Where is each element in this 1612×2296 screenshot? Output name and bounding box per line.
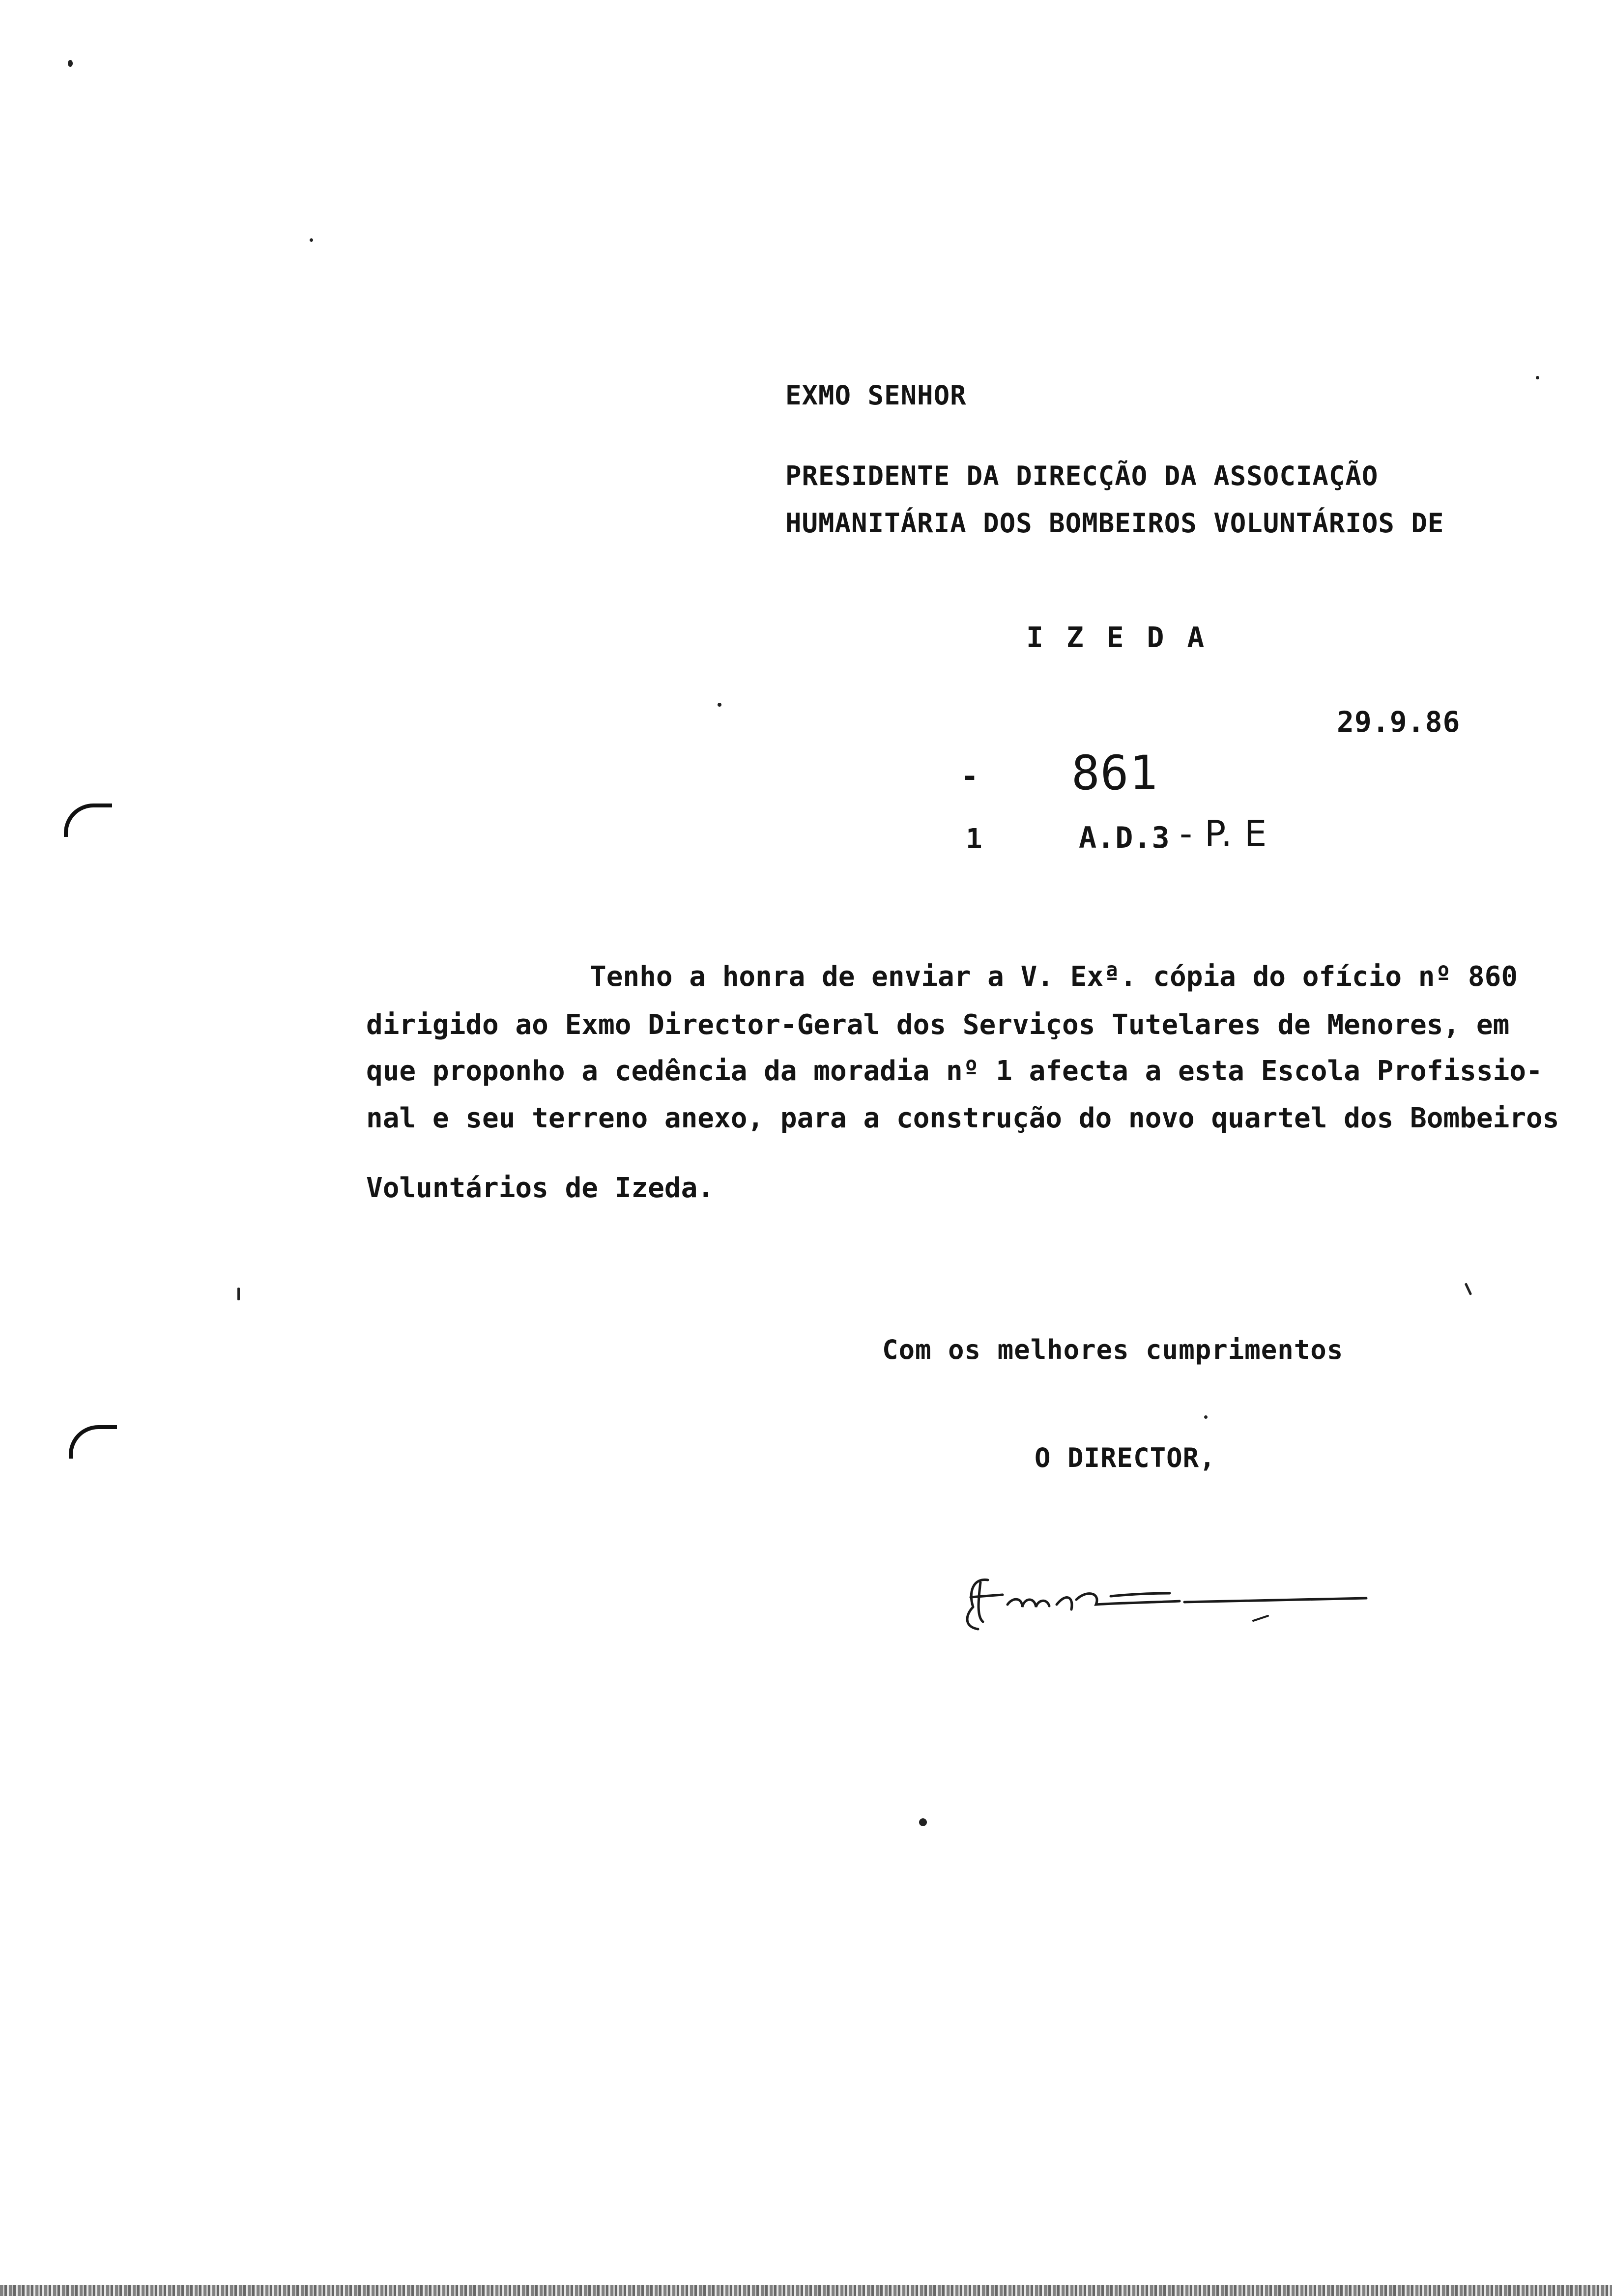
- closing-greeting: Com os melhores cumprimentos: [882, 1334, 1344, 1365]
- reference-code: A.D.3: [1079, 821, 1170, 855]
- punch-hole-mark-top: [64, 804, 112, 837]
- speck: [237, 1288, 240, 1300]
- reference-number: 861: [1071, 746, 1158, 801]
- body-line-5: Voluntários de Izeda.: [366, 1172, 715, 1204]
- date: 29.9.86: [1337, 705, 1461, 739]
- reference-handwritten-code: - P. E: [1180, 813, 1267, 854]
- speck: [1204, 1415, 1208, 1419]
- scan-edge-noise: [0, 2285, 1612, 2296]
- body-line-3: que proponho a cedência da moradia nº 1 afecta a esta Escola Profissio-: [366, 1055, 1543, 1087]
- punch-hole-mark-bottom: [69, 1425, 117, 1459]
- closing-title: O DIRECTOR,: [1035, 1442, 1216, 1473]
- speck: [1465, 1283, 1472, 1295]
- recipient-line-1: PRESIDENTE DA DIRECÇÃO DA ASSOCIAÇÃO: [785, 460, 1379, 491]
- salutation: EXMO SENHOR: [785, 380, 967, 411]
- recipient-line-2: HUMANITÁRIA DOS BOMBEIROS VOLUNTÁRIOS DE: [785, 508, 1444, 539]
- speck: [1536, 376, 1539, 379]
- body-line-1: Tenho a honra de enviar a V. Exª. cópia do ofício nº 860: [590, 961, 1518, 993]
- reference-copies: 1: [966, 823, 983, 855]
- speck: [310, 238, 313, 242]
- recipient-city: I Z E D A: [1026, 621, 1208, 654]
- signature-image: [953, 1563, 1376, 1636]
- speck: [718, 703, 721, 707]
- body-line-2: dirigido ao Exmo Director-Geral dos Serviços Tutelares de Menores, em: [366, 1009, 1510, 1041]
- body-line-4: nal e seu terreno anexo, para a construção do novo quartel dos Bombeiros: [366, 1102, 1559, 1134]
- reference-dash: -: [961, 759, 979, 794]
- speck: [68, 60, 73, 67]
- speck: [919, 1818, 927, 1826]
